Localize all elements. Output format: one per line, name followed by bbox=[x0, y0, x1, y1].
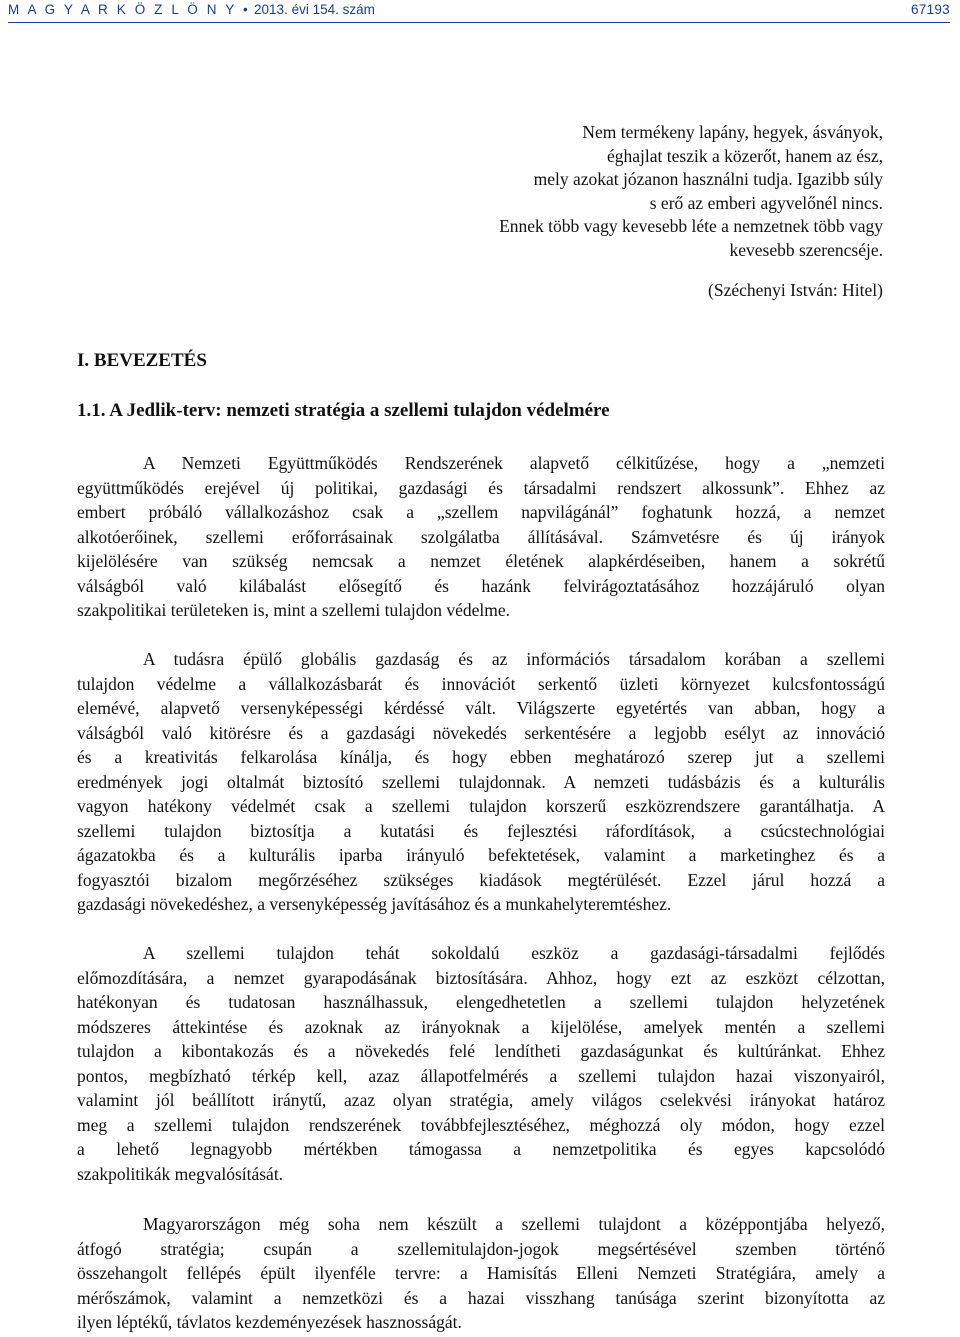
paragraph-line: alkotóerőinek, szellemi erőforrásainak szolgálatba állításával. Számvetésre és új irányok bbox=[77, 526, 885, 547]
header-bullet: • bbox=[242, 2, 248, 17]
epigraph-line: éghajlat teszik a közerőt, hanem az ész, bbox=[607, 145, 883, 166]
paragraph-line: tulajdon a kibontakozás és a növekedés felé lendítheti gazdaságunkat és kultúránkat. Ehhez bbox=[77, 1041, 885, 1061]
paragraph-line: mérőszámok, valamint a nemzetközi és a hazai visszhang tanúsága szerint bizonyította az bbox=[77, 1287, 885, 1308]
paragraph-line: embert próbáló vállalkozáshoz csak a „szellem napvilágánál” foghatunk hozzá, a nemzet bbox=[77, 502, 885, 522]
epigraph-attribution: (Széchenyi István: Hitel) bbox=[708, 280, 883, 300]
paragraph-line: pontos, megbízható térkép kell, azaz állapotfelmérés a szellemi tulajdon hazai viszonyairól, bbox=[77, 1065, 885, 1086]
epigraph-line: kevesebb szerencséje. bbox=[729, 239, 883, 260]
paragraph-line: a lehető legnagyobb mértékben támogassa a nemzetpolitika és egyes kapcsolódó bbox=[77, 1139, 885, 1159]
sub-heading: 1.1. A Jedlik-terv: nemzeti stratégia a szellemi tulajdon védelmére bbox=[77, 400, 610, 421]
paragraph-line: tulajdon védelme a vállalkozásbarát és innovációt serkentő üzleti környezet kulcsfontosságú bbox=[77, 673, 885, 694]
paragraph-line: A Nemzeti Együttműködés Rendszerének alapvető célkitűzése, hogy a „nemzeti bbox=[143, 453, 885, 473]
journal-header bbox=[8, 2, 375, 17]
paragraph-line: ilyen léptékű, távlatos kezdeményezések hasznosságát. bbox=[77, 1312, 462, 1332]
epigraph-line: Nem termékeny lapány, hegyek, ásványok, bbox=[582, 122, 883, 142]
paragraph-line: eredmények jogi oltalmát biztosító szellemi tulajdonnak. A nemzeti tudásbázis és a kulturális bbox=[77, 771, 885, 792]
paragraph-2 bbox=[77, 647, 885, 917]
paragraph-line: szellemi tulajdon biztosítja a kutatási és fejlesztési ráfordítások, a csúcstechnológiai bbox=[77, 820, 885, 841]
paragraph-line: gazdasági növekedéshez, a versenyképesség javításához és a munkahelyteremtéshez. bbox=[77, 894, 672, 914]
journal-title: M A G Y A R K Ö Z L Ö N Y bbox=[8, 2, 237, 17]
page-number: 67193 bbox=[910, 2, 950, 17]
paragraph-line: együttműködés erejével új politikai, gazdasági és társadalmi rendszert alkossunk”. Ehhez az bbox=[77, 477, 885, 498]
issue-info: 2013. évi 154. szám bbox=[254, 2, 375, 17]
paragraph-line: valamint jól beállított iránytű, azaz olyan stratégia, amely világos cselekvési irányokat határoz bbox=[77, 1090, 885, 1110]
paragraph-line: hatékonyan és tudatosan használhassuk, elengedhetetlen a szellemi tulajdon helyzetének bbox=[77, 992, 885, 1012]
paragraph-line: vagyon hatékony védelmét csak a szellemi tulajdon korszerű eszközrendszere garantálhatja. A bbox=[77, 796, 885, 816]
epigraph-line: mely azokat józanon használni tudja. Igazibb súly bbox=[533, 169, 883, 189]
header-rule bbox=[8, 22, 950, 23]
paragraph-line: összehangolt fellépés épült ilyenféle tervre: a Hamisítás Elleni Nemzeti Stratégiára, amely a bbox=[77, 1263, 885, 1283]
paragraph-line: átfogó stratégia; csupán a szellemitulajdon-jogok megsértésével szemben történő bbox=[77, 1238, 885, 1259]
paragraph-line: A szellemi tulajdon tehát sokoldalú eszköz a gazdasági-társadalmi fejlődés bbox=[143, 943, 885, 963]
epigraph-line: Ennek több vagy kevesebb léte a nemzetnek több vagy bbox=[499, 216, 883, 236]
paragraph-line: szakpolitikai területeken is, mint a szellemi tulajdon védelme. bbox=[77, 600, 510, 620]
paragraph-line: elemévé, alapvető versenyképességi kérdéssé vált. Világszerte egyetértés van abban, hogy a bbox=[77, 698, 885, 718]
paragraph-line: ágazatokba és a kulturális iparba irányuló befektetések, valamint a marketinghez és a bbox=[77, 845, 885, 865]
paragraph-line: meg a szellemi tulajdon rendszerének továbbfejlesztéséhez, méghozzá oly módon, hogy ezzel bbox=[77, 1114, 885, 1135]
running-header bbox=[8, 2, 950, 24]
paragraph-4 bbox=[77, 1212, 885, 1335]
paragraph-line: kijelölésére van szükség nemcsak a nemzet életének alapkérdéseiben, hanem a sokrétű bbox=[77, 551, 885, 571]
paragraph-line: előmozdítására, a nemzet gyarapodásának biztosítására. Ahhoz, hogy ezt az eszközt célzottan, bbox=[77, 967, 885, 988]
paragraph-3 bbox=[77, 941, 885, 1186]
paragraph-line: Magyarországon még soha nem készült a szellemi tulajdont a középpontjába helyező, bbox=[143, 1214, 885, 1234]
section-heading: I. BEVEZETÉS bbox=[77, 350, 207, 371]
paragraph-line: módszeres áttekintése és azoknak az irányoknak a kijelölése, amelyek mentén a szellemi bbox=[77, 1016, 885, 1037]
paragraph-line: fogyasztói bizalom megőrzéséhez szükséges kiadások megtérülését. Ezzel járul hozzá a bbox=[77, 869, 885, 890]
paragraph-line: válságból való kilábalást elősegítő és hazánk felvirágoztatásához hozzájáruló olyan bbox=[77, 575, 885, 596]
paragraph-1 bbox=[77, 451, 885, 623]
paragraph-line: A tudásra épülő globális gazdaság és az információs társadalom korában a szellemi bbox=[143, 649, 885, 669]
epigraph-line: s erő az emberi agyvelőnél nincs. bbox=[649, 192, 883, 213]
paragraph-line: és a kreativitás felkarolása kínálja, és hogy ebben meghatározó szerep jut a szellemi bbox=[77, 747, 885, 767]
epigraph bbox=[499, 121, 883, 262]
paragraph-line: szakpolitikák megvalósítását. bbox=[77, 1163, 284, 1184]
paragraph-line: válságból való kitörésre és a gazdasági növekedés serkentésére a legjobb esélyt az innováció bbox=[77, 722, 885, 743]
